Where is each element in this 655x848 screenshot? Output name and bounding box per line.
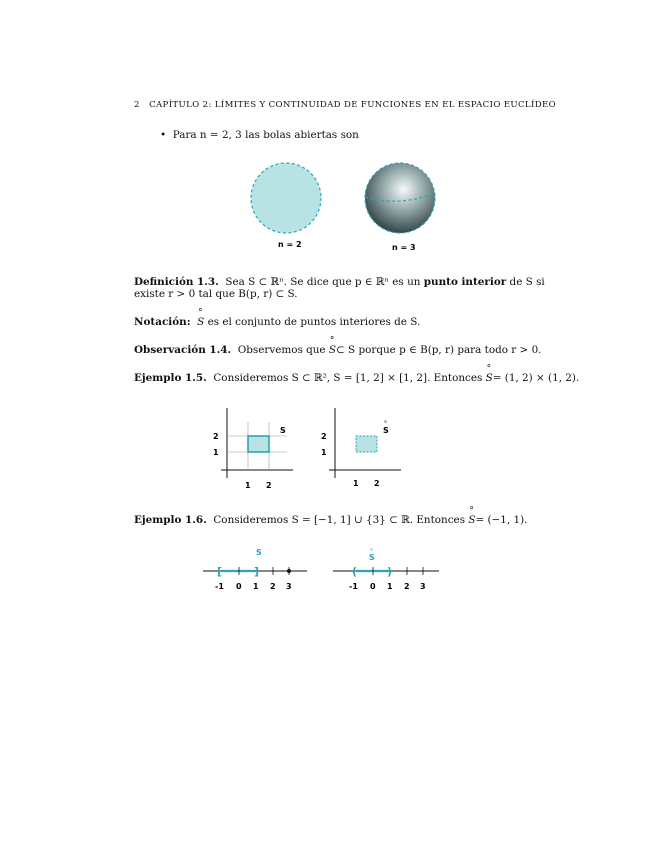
tick-label: -1 [215, 582, 224, 591]
right-bracket: ] [254, 565, 260, 578]
example5-text-b: = (1, 2) × (1, 2). [492, 372, 580, 384]
interior-symbol: ° S [329, 343, 336, 357]
definition-text-b: de S si [509, 276, 545, 288]
left-paren: ( [352, 565, 358, 578]
tick-label: 0 [236, 582, 242, 591]
x-tick-1: 1 [245, 481, 251, 490]
real-line-figure [195, 540, 455, 598]
ring-mark: ° [370, 548, 373, 555]
label-interior-S: S [383, 426, 389, 435]
bullet-icon: • [160, 129, 167, 141]
isolated-point [287, 569, 291, 573]
example6-label: Ejemplo 1.6. [134, 514, 207, 526]
tick-label: 3 [286, 582, 292, 591]
sphere-n3 [365, 163, 435, 233]
label-S: S [256, 548, 262, 557]
observation-text-b: ⊂ S porque p ∈ B(p, r) para todo r > 0. [336, 344, 542, 356]
interior-symbol: ° S [197, 315, 204, 329]
y-tick-1: 1 [213, 448, 219, 457]
notation-line [134, 315, 420, 329]
right-paren: ) [387, 565, 393, 578]
observation-line [134, 343, 541, 357]
bullet-line [160, 128, 359, 142]
tick-label: 1 [253, 582, 259, 591]
example5-text-a: Consideremos S ⊂ ℝ², S = [1, 2] × [1, 2]. Entonces [213, 372, 483, 384]
tick-label: 2 [404, 582, 410, 591]
open-balls-figure [240, 155, 450, 255]
observation-text-a: Observemos que [237, 344, 326, 356]
definition-term: punto interior [423, 276, 507, 288]
x-tick-2: 2 [266, 481, 272, 490]
notation-text: es el conjunto de puntos interiores de S. [207, 316, 421, 328]
line-S [203, 548, 307, 591]
bullet-text: Para n = 2, 3 las bolas abiertas son [172, 129, 359, 141]
example6-line [134, 513, 527, 527]
left-bracket: [ [217, 565, 223, 578]
tick-label: 1 [387, 582, 393, 591]
definition-line2: existe r > 0 tal que B(p, r) ⊂ S. [134, 288, 298, 300]
x-tick-2: 2 [374, 479, 380, 488]
label-interior-S: S [369, 553, 375, 562]
example5-line [134, 371, 579, 385]
y-tick-2: 2 [213, 432, 219, 441]
example6-text-b: = (−1, 1). [475, 514, 528, 526]
open-square [356, 436, 377, 452]
tick-label: 3 [420, 582, 426, 591]
example6-text-a: Consideremos S = [−1, 1] ∪ {3} ⊂ ℝ. Entonces [213, 514, 466, 526]
page-number: 2 [134, 100, 140, 110]
observation-label: Observación 1.4. [134, 344, 232, 356]
plot-S [213, 408, 293, 490]
example5-label: Ejemplo 1.5. [134, 372, 207, 384]
definition-text-a: Sea S ⊂ ℝⁿ. Se dice que p ∈ ℝⁿ es un [225, 276, 421, 288]
label-S: S [280, 426, 286, 435]
y-tick-1: 1 [321, 448, 327, 457]
tick-label: -1 [349, 582, 358, 591]
label-n2: n = 2 [278, 240, 302, 249]
closed-square [248, 436, 269, 452]
square-figure [205, 400, 415, 495]
running-header [134, 100, 556, 110]
definition-label: Definición 1.3. [134, 276, 219, 288]
tick-label: 2 [270, 582, 276, 591]
disk-n2 [251, 163, 321, 233]
y-tick-2: 2 [321, 432, 327, 441]
interior-symbol: ° S [468, 513, 475, 527]
tick-label: 0 [370, 582, 376, 591]
x-tick-1: 1 [353, 479, 359, 488]
line-interior [333, 548, 439, 591]
interior-symbol: ° S [486, 371, 493, 385]
label-n3: n = 3 [392, 243, 416, 252]
ring-mark: ° [384, 420, 387, 427]
notation-label: Notación: [134, 316, 191, 328]
running-title: CAPÍTULO 2: LÍMITES Y CONTINUIDAD DE FUNCIONES EN EL ESPACIO EUCLÍDEO [149, 100, 556, 110]
plot-interior [321, 408, 401, 488]
